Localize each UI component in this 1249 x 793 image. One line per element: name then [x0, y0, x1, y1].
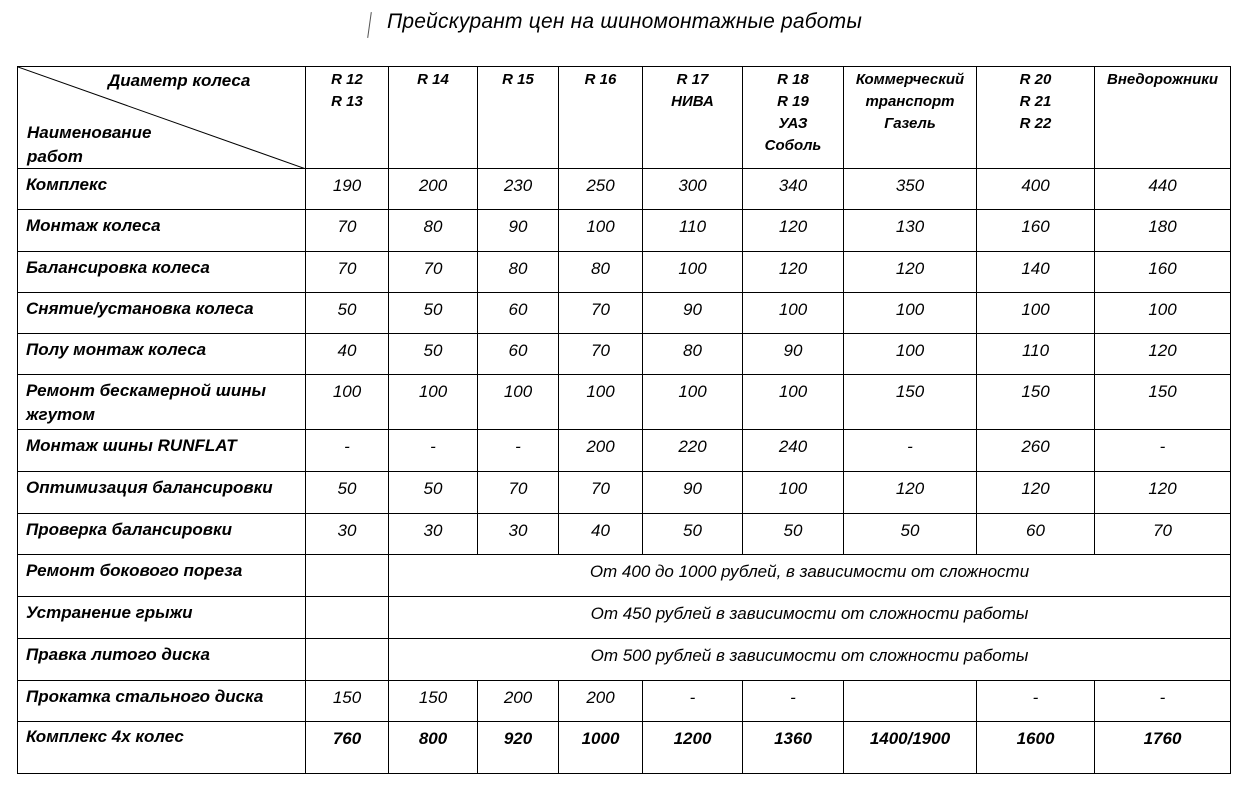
- column-header: [1095, 67, 1231, 169]
- price-cell: -: [743, 681, 844, 722]
- price-cell: 120: [1095, 472, 1231, 514]
- price-cell: 130: [844, 210, 977, 252]
- table-row: [18, 334, 1231, 375]
- price-cell: 800: [389, 722, 478, 774]
- price-cell: 50: [389, 293, 478, 334]
- price-cell: 1600: [977, 722, 1095, 774]
- work-name-cell: Оптимизация балансировки: [18, 472, 306, 514]
- table-row: [18, 169, 1231, 210]
- price-cell: 100: [559, 375, 643, 430]
- price-cell: 50: [306, 293, 389, 334]
- price-cell: 120: [844, 252, 977, 293]
- column-header-line: транспорт: [865, 93, 955, 110]
- column-header: [643, 67, 743, 169]
- price-cell: 150: [306, 681, 389, 722]
- table-row: [18, 514, 1231, 555]
- price-cell: 70: [559, 472, 643, 514]
- price-cell: 100: [389, 375, 478, 430]
- work-name-label: Наименование работ: [27, 123, 152, 166]
- price-cell: 40: [559, 514, 643, 555]
- price-table: [17, 66, 1231, 774]
- price-cell: 120: [844, 472, 977, 514]
- price-cell: 200: [559, 430, 643, 472]
- price-cell: 90: [643, 472, 743, 514]
- work-name-cell: Ремонт бескамерной шины жгутом: [18, 375, 306, 430]
- wheel-diameter-label: Диаметр колеса: [108, 71, 251, 90]
- column-header-line: Газель: [884, 115, 936, 132]
- price-cell: 260: [977, 430, 1095, 472]
- column-header-line: R 17: [676, 71, 709, 88]
- price-cell: 100: [478, 375, 559, 430]
- price-cell: 120: [977, 472, 1095, 514]
- column-header-line: НИВА: [671, 93, 714, 110]
- price-cell: 160: [1095, 252, 1231, 293]
- price-cell: 100: [743, 293, 844, 334]
- table-row: [18, 597, 1231, 639]
- price-cell: -: [389, 430, 478, 472]
- price-cell: 340: [743, 169, 844, 210]
- table-row: [18, 210, 1231, 252]
- price-cell: 30: [389, 514, 478, 555]
- price-cell: 100: [977, 293, 1095, 334]
- price-cell: 60: [977, 514, 1095, 555]
- price-cell: 50: [844, 514, 977, 555]
- price-cell: 1000: [559, 722, 643, 774]
- price-cell: 100: [844, 293, 977, 334]
- price-cell: 60: [478, 293, 559, 334]
- price-cell: 80: [643, 334, 743, 375]
- column-header-line: УАЗ: [778, 115, 808, 132]
- price-cell: 400: [977, 169, 1095, 210]
- price-cell: 70: [478, 472, 559, 514]
- work-name-cell: Монтаж шины RUNFLAT: [18, 430, 306, 472]
- price-cell: 200: [559, 681, 643, 722]
- price-cell: 120: [743, 210, 844, 252]
- price-cell: 110: [977, 334, 1095, 375]
- price-cell: 50: [743, 514, 844, 555]
- price-cell: 90: [743, 334, 844, 375]
- work-name-cell: Балансировка колеса: [18, 252, 306, 293]
- column-header-line: R 12: [331, 71, 363, 88]
- column-header-line: R 18: [777, 71, 809, 88]
- header-row: [18, 67, 1231, 169]
- price-cell: 70: [389, 252, 478, 293]
- price-cell: 40: [306, 334, 389, 375]
- price-cell: 80: [559, 252, 643, 293]
- price-cell: 1360: [743, 722, 844, 774]
- column-header: [743, 67, 844, 169]
- table-row: [18, 722, 1231, 774]
- work-name-cell: Правка литого диска: [18, 639, 306, 681]
- price-cell: 80: [389, 210, 478, 252]
- price-cell: 1200: [643, 722, 743, 774]
- price-cell: 70: [306, 252, 389, 293]
- price-cell: 100: [643, 375, 743, 430]
- price-cell: -: [306, 430, 389, 472]
- price-cell: 250: [559, 169, 643, 210]
- work-name-cell: Прокатка стального диска: [18, 681, 306, 722]
- column-header-line: R 13: [331, 93, 363, 110]
- price-cell: 350: [844, 169, 977, 210]
- column-header-line: R 20: [1019, 71, 1052, 88]
- work-name-cell: Полу монтаж колеса: [18, 334, 306, 375]
- price-cell: 440: [1095, 169, 1231, 210]
- price-cell: 150: [389, 681, 478, 722]
- price-cell: -: [478, 430, 559, 472]
- price-cell: 70: [306, 210, 389, 252]
- work-name-cell: Устранение грыжи: [18, 597, 306, 639]
- work-name-cell: Комплекс: [18, 169, 306, 210]
- price-cell: 60: [478, 334, 559, 375]
- work-name-cell: Монтаж колеса: [18, 210, 306, 252]
- price-cell: 30: [478, 514, 559, 555]
- column-header-line: R 15: [502, 71, 534, 88]
- column-header-line: R 21: [1019, 93, 1052, 110]
- price-cell: 150: [1095, 375, 1231, 430]
- price-cell: 90: [643, 293, 743, 334]
- column-header-line: R 14: [417, 71, 449, 88]
- table-row: [18, 375, 1231, 430]
- price-cell: 70: [559, 334, 643, 375]
- price-cell: 200: [478, 681, 559, 722]
- price-cell: -: [1095, 430, 1231, 472]
- price-cell: 80: [478, 252, 559, 293]
- table-row: [18, 681, 1231, 722]
- table-row: [18, 472, 1231, 514]
- price-cell: 240: [743, 430, 844, 472]
- work-name-cell: Ремонт бокового пореза: [18, 555, 306, 597]
- price-cell: 90: [478, 210, 559, 252]
- table-row: [18, 555, 1231, 597]
- price-cell: 300: [643, 169, 743, 210]
- price-cell: -: [643, 681, 743, 722]
- column-header-line: Внедорожники: [1106, 71, 1218, 88]
- price-cell: 120: [743, 252, 844, 293]
- column-header-line: Соболь: [764, 137, 822, 154]
- column-header: [306, 67, 389, 169]
- price-cell: 1400/1900: [844, 722, 977, 774]
- price-cell: 1760: [1095, 722, 1231, 774]
- table-row: [18, 293, 1231, 334]
- work-name-cell: Проверка балансировки: [18, 514, 306, 555]
- table-row: [18, 252, 1231, 293]
- column-header-line: R 16: [584, 71, 617, 88]
- price-cell: -: [844, 430, 977, 472]
- column-header-line: R 19: [777, 93, 809, 110]
- price-cell: 100: [844, 334, 977, 375]
- price-cell: 100: [1095, 293, 1231, 334]
- price-cell: 920: [478, 722, 559, 774]
- price-cell: 160: [977, 210, 1095, 252]
- price-cell: 100: [743, 375, 844, 430]
- price-cell: 220: [643, 430, 743, 472]
- price-cell: 150: [844, 375, 977, 430]
- price-cell: 110: [643, 210, 743, 252]
- empty-cell: [306, 555, 389, 597]
- page-title: Прейскурант цен на шиномонтажные работы: [386, 10, 863, 33]
- table-row: [18, 430, 1231, 472]
- column-header: [389, 67, 478, 169]
- column-header: [844, 67, 977, 169]
- column-header: [478, 67, 559, 169]
- price-cell: 70: [1095, 514, 1231, 555]
- price-cell: 100: [306, 375, 389, 430]
- work-name-cell: Комплекс 4х колес: [18, 722, 306, 774]
- price-note-cell: От 500 рублей в зависимости от сложности работы: [389, 639, 1231, 681]
- price-cell: 120: [1095, 334, 1231, 375]
- price-note-cell: От 450 рублей в зависимости от сложности работы: [389, 597, 1231, 639]
- price-cell: 100: [643, 252, 743, 293]
- price-cell: 50: [643, 514, 743, 555]
- column-header-line: Коммерческий: [855, 71, 965, 88]
- price-cell: 100: [559, 210, 643, 252]
- price-cell: 50: [389, 334, 478, 375]
- price-cell: 100: [743, 472, 844, 514]
- table-row: [18, 639, 1231, 681]
- price-cell: 30: [306, 514, 389, 555]
- price-cell: 140: [977, 252, 1095, 293]
- price-note-cell: От 400 до 1000 рублей, в зависимости от сложности: [389, 555, 1231, 597]
- price-cell: 200: [389, 169, 478, 210]
- price-cell: 180: [1095, 210, 1231, 252]
- price-cell: 230: [478, 169, 559, 210]
- empty-cell: [306, 597, 389, 639]
- price-cell: 150: [977, 375, 1095, 430]
- price-cell: -: [977, 681, 1095, 722]
- column-header: [977, 67, 1095, 169]
- price-cell: 50: [306, 472, 389, 514]
- column-header: [559, 67, 643, 169]
- price-cell: 70: [559, 293, 643, 334]
- price-cell: 50: [389, 472, 478, 514]
- price-cell: [844, 681, 977, 722]
- price-cell: 190: [306, 169, 389, 210]
- price-cell: -: [1095, 681, 1231, 722]
- column-header-line: R 22: [1019, 115, 1052, 132]
- empty-cell: [306, 639, 389, 681]
- work-name-cell: Снятие/установка колеса: [18, 293, 306, 334]
- diagonal-header-cell: [18, 67, 306, 169]
- price-cell: 760: [306, 722, 389, 774]
